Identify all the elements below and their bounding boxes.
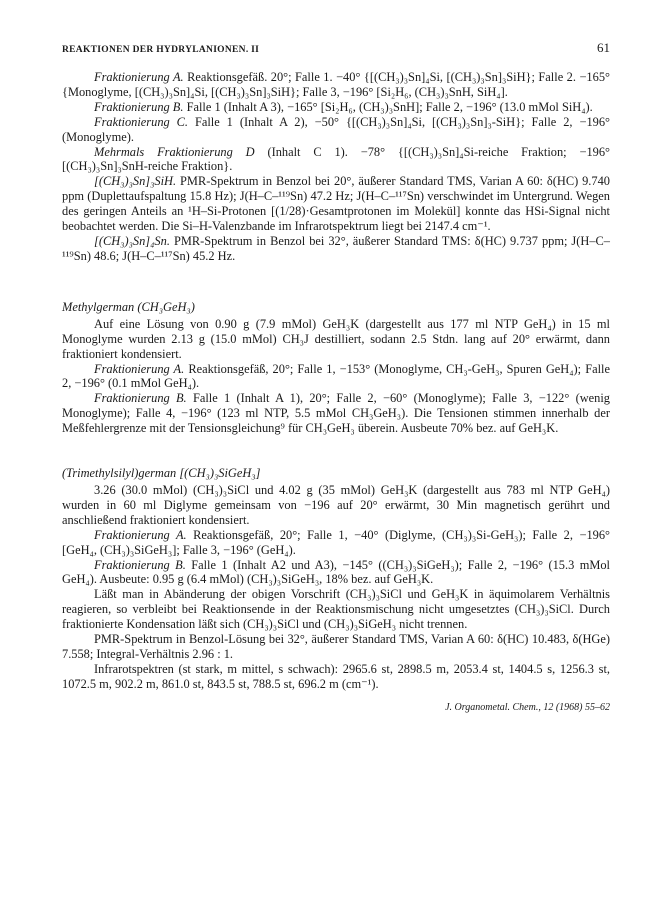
paragraph-silylgerman-ir: Infrarotspektren (st stark, m mittel, s schwach): 2965.6 st, 2898.5 m, 2053.4 st, 1404.5 s, 1256.3 st, 1072.5 m, 902.2 m, 861.0 st, 843.5 st, 788.5 st, 696.2 m (cm⁻¹). [62, 661, 610, 691]
frak-c-text: Falle 1 (Inhalt A 2), −50° {[(CH₃)₃Sn]₄Si, [(CH₃)₃Sn]₃-SiH}; Falle 2, −196° (Monoglyme). [62, 114, 610, 144]
running-head [62, 40, 610, 56]
paragraph-silylgerman-intro: 3.26 (30.0 mMol) (CH₃)₃SiCl und 4.02 g (35 mMol) GeH₃K (dargestellt aus 783 ml NTP GeH₄) wurden in 60 ml Diglyme gemeinsam von −196 auf 20° erwärmt, 30 Min magnetisch gerührt und anschließend fraktioniert kondensiert. [62, 483, 610, 527]
section-heading-methylgerman: Methylgerman (CH₃GeH₃) [62, 299, 195, 314]
frak-d-text: (Inhalt C 1). −78° {[(CH₃)₃Sn]₄Si-reiche Fraktion; −196° [(CH₃)₃Sn]₃SnH-reiche Fraktion}. [62, 144, 610, 174]
sih-text: PMR-Spektrum in Benzol bei 20°, äußerer Standard TMS, Varian A 60: δ(HC) 9.740 ppm (Duplettaufspaltung 15.8 Hz); J(H–C–¹¹⁹Sn) 47.2 Hz; J(H–C–¹¹⁷Sn) verschwindet im Untergrund. Wegen des geringen Anteils an ¹H–Si-Protonen [(1/28)·Gesamtprotonen im Molekül] konnte das HSi-Signal nicht beobachtet werden. Die Si–H-Valenzbande im Infrarotspektrum liegt bei 2147.4 cm⁻¹. [62, 174, 610, 234]
frak-d-label: Mehrmals Fraktionierung D [94, 144, 255, 159]
sih-label: [(CH₃)₃Sn]₃SiH. [94, 174, 177, 189]
silylgerman-frak-b-text: Falle 1 (Inhalt A2 und A3), −145° ((CH₃)₃SiGeH₃); Falle 2, −196° (15.3 mMol GeH₄). Ausbeute: 0.95 g (6.4 mMol) (CH₃)₃SiGeH₃, 18% bez. auf GeH₃K. [62, 557, 610, 587]
paragraph-frak-a [62, 70, 610, 100]
methylgerman-frak-a-text: Reaktionsgefäß, 20°; Falle 1, −153° (Monoglyme, CH₃-GeH₃, Spuren GeH₄); Falle 2, −196° (0.1 mMol GeH₄). [62, 361, 610, 391]
footer [62, 692, 610, 712]
frak-a-text: Reaktionsgefäß. 20°; Falle 1. −40° {[(CH₃)₃Sn]₄Si, [(CH₃)₃Sn]₃SiH}; Falle 2. −165° {Monoglyme, [(CH₃)₃Sn]₄Si, [(CH₃)₃Sn]₃SiH}; Falle 3, −196° [Si₂H₆, (CH₃)₃SnH, SiH₄]. [62, 70, 610, 99]
paragraph-frak-b [62, 100, 610, 115]
journal-citation: J. Organometal. Chem., 12 (1968) 55–62 [445, 701, 610, 713]
paragraph-silylgerman-frak-a [62, 528, 610, 558]
paragraph-methylgerman-frak-b [62, 391, 610, 436]
methylgerman-frak-b-text: Falle 1 (Inhalt A 1), 20°; Falle 2, −60° (Monoglyme); Falle 3, −122° (wenig Monoglyme); Falle 4, −196° (123 ml NTP, 5.5 mMol CH₃GeH₃). Die Tensionen stimmen innerhalb der Meßfehlergrenze mit der Tensionsgleichung⁹ für CH₃GeH₃ überein. Ausbeute 70% bez. auf GeH₃K. [62, 391, 610, 436]
paragraph-sih-spectrum [62, 174, 610, 234]
paragraph-sn4-spectrum [62, 234, 610, 264]
frak-b-text: Falle 1 (Inhalt A 3), −165° [Si₂H₆, (CH₃)₃SnH]; Falle 2, −196° (13.0 mMol SiH₄). [186, 99, 593, 114]
paragraph-methylgerman-frak-a [62, 362, 610, 392]
frak-b-label: Fraktionierung B. [94, 99, 184, 114]
frak-a-label: Fraktionierung A. [94, 70, 184, 84]
silylgerman-frak-b-label: Fraktionierung B. [94, 557, 186, 572]
sn4-text: PMR-Spektrum in Benzol bei 32°, äußerer Standard TMS: δ(HC) 9.737 ppm; J(H–C–¹¹⁹Sn) 48.6; J(H–C–¹¹⁷Sn) 45.2 Hz. [62, 233, 610, 263]
paragraph-silylgerman-frak-b [62, 558, 610, 588]
paragraph-silylgerman-modification: Läßt man in Abänderung der obigen Vorschrift (CH₃)₃SiCl und GeH₃K in äquimolarem Verhältnis reagieren, so verbleibt bei Reaktionsende in der Reaktionsmischung nicht umgesetztes (CH₃)₃SiCl. Durch fraktionierte Kondensation läßt sich (CH₃)₃SiCl und (CH₃)₃SiGeH₃ nicht trennen. [62, 587, 610, 632]
silylgerman-frak-a-text: Reaktionsgefäß, 20°; Falle 1, −40° (Diglyme, (CH₃)₃Si-GeH₃); Falle 2, −196° [GeH₄, (CH₃)₃SiGeH₃]; Falle 3, −196° (GeH₄). [62, 527, 610, 557]
frak-c-label: Fraktionierung C. [94, 114, 189, 129]
section-heading-trimethylsilylgerman: (Trimethylsilyl)german [(CH₃)₃SiGeH₃] [62, 466, 261, 481]
paragraph-frak-d [62, 145, 610, 175]
running-title: REAKTIONEN DER HYDRYLANIONEN. II [62, 45, 260, 55]
page-number: 61 [597, 40, 610, 55]
methylgerman-frak-a-label: Fraktionierung A. [94, 361, 185, 376]
paragraph-silylgerman-pmr: PMR-Spektrum in Benzol-Lösung bei 32°, äußerer Standard TMS, Varian A 60: δ(HC) 10.483, δ(HGe) 7.558; Integral-Verhältnis 2.96 : 1. [62, 632, 610, 661]
methylgerman-frak-b-label: Fraktionierung B. [94, 391, 187, 406]
paper-page [62, 40, 610, 712]
paragraph-methylgerman-intro: Auf eine Lösung von 0.90 g (7.9 mMol) GeH₃K (dargestellt aus 177 ml NTP GeH₄) in 15 ml Monoglyme wurden 2.13 g (15.0 mMol) CH₃J destilliert, sodann 2.5 Stdn. lang auf 20° erwärmt, dann fraktioniert kondensiert. [62, 316, 610, 361]
sn4-label: [(CH₃)₃Sn]₄Sn. [94, 233, 170, 248]
paragraph-frak-c [62, 115, 610, 145]
silylgerman-frak-a-label: Fraktionierung A. [94, 527, 187, 542]
